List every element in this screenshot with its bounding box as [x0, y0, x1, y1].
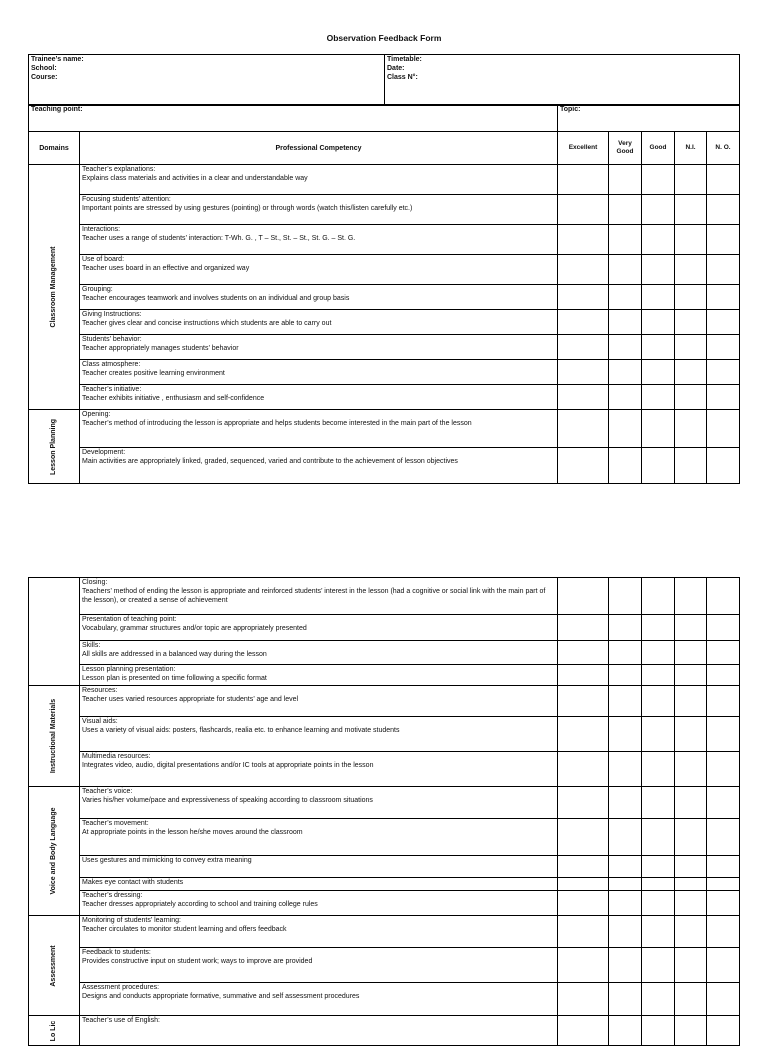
competency-cell	[80, 916, 558, 948]
domain-cell	[29, 787, 80, 916]
table-row	[29, 752, 740, 787]
rating-cell[interactable]	[707, 983, 740, 1016]
rating-cell[interactable]	[642, 717, 675, 752]
rating-cell[interactable]	[707, 360, 740, 385]
rating-cell[interactable]	[707, 1016, 740, 1046]
rating-cell[interactable]	[558, 641, 609, 665]
criterion-title: Development:	[82, 449, 126, 456]
rating-cell[interactable]	[675, 615, 707, 641]
rating-cell[interactable]	[675, 819, 707, 856]
criterion-title: Closing:	[82, 579, 108, 586]
rating-cell[interactable]	[707, 195, 740, 225]
table-row	[29, 665, 740, 686]
criterion-description: Uses a variety of visual aids: posters, flashcards, realia etc. to enhance learning and motivate students	[82, 727, 400, 734]
rating-cell[interactable]	[558, 665, 609, 686]
course-label: Course:	[31, 74, 58, 81]
domain-cell	[29, 1016, 80, 1046]
rating-cell[interactable]	[675, 165, 707, 195]
rating-cell[interactable]	[707, 819, 740, 856]
rating-cell[interactable]	[609, 615, 642, 641]
rating-cell[interactable]	[609, 916, 642, 948]
rating-cell[interactable]	[675, 385, 707, 410]
criterion-title: Use of board:	[82, 256, 125, 263]
rating-cell[interactable]	[675, 665, 707, 686]
rating-cell[interactable]	[642, 665, 675, 686]
criterion-description: Teacher uses varied resources appropriate for students’ age and level	[82, 696, 299, 703]
domain-label: Voice and Body Language	[50, 807, 57, 895]
criterion-description: Teacher circulates to monitor student learning and offers feedback	[82, 926, 287, 933]
rating-cell[interactable]	[707, 686, 740, 717]
rating-cell[interactable]	[609, 1016, 642, 1046]
rating-cell[interactable]	[609, 856, 642, 878]
criterion-title: Class atmosphere:	[82, 361, 141, 368]
rating-cell[interactable]	[609, 410, 642, 448]
timetable-info-cell[interactable]	[385, 55, 740, 106]
rating-cell[interactable]	[609, 310, 642, 335]
table-row	[29, 578, 740, 615]
rating-cell[interactable]	[642, 578, 675, 615]
rating-cell[interactable]	[558, 225, 609, 255]
competency-cell	[80, 856, 558, 878]
rating-cell[interactable]	[642, 891, 675, 916]
rating-cell[interactable]	[609, 225, 642, 255]
rating-cell[interactable]	[642, 255, 675, 285]
criterion-description: Teacher creates positive learning environment	[82, 370, 225, 377]
criterion-title: Teacher’s explanations:	[82, 166, 156, 173]
rating-cell[interactable]	[707, 578, 740, 615]
rating-cell[interactable]	[609, 641, 642, 665]
rating-cell[interactable]	[558, 787, 609, 819]
date-label: Date:	[387, 65, 405, 72]
teaching-point-label: Teaching point:	[31, 106, 83, 113]
rating-cell[interactable]	[642, 787, 675, 819]
competency-cell	[80, 665, 558, 686]
competency-cell	[80, 448, 558, 484]
domain-cell	[29, 916, 80, 1016]
rating-cell[interactable]	[609, 948, 642, 983]
rating-cell[interactable]	[675, 410, 707, 448]
competency-cell	[80, 410, 558, 448]
rating-cell[interactable]	[558, 615, 609, 641]
criterion-title: Assessment procedures:	[82, 984, 160, 991]
competency-cell	[80, 878, 558, 891]
rating-cell[interactable]	[707, 448, 740, 484]
rating-cell[interactable]	[675, 948, 707, 983]
criterion-description: Teachers’ method of ending the lesson is appropriate and reinforced students’ interest in the lesson (had a cognitive or social link with the main part of the lesson), or created a sense of achievement	[82, 588, 546, 604]
rating-cell[interactable]	[609, 255, 642, 285]
rating-cell[interactable]	[609, 983, 642, 1016]
rating-cell[interactable]	[707, 752, 740, 787]
domain-label: Classroom Management	[50, 246, 57, 328]
competency-cell	[80, 819, 558, 856]
rating-cell[interactable]	[675, 255, 707, 285]
topic-label: Topic:	[560, 106, 581, 113]
domains-header: Domains	[29, 132, 80, 165]
criterion-description: At appropriate points in the lesson he/she moves around the classroom	[82, 829, 303, 836]
criterion-title: Teacher’s initiative:	[82, 386, 142, 393]
criterion-title: Multimedia resources:	[82, 753, 151, 760]
criterion-title: Focusing students’ attention:	[82, 196, 171, 203]
competency-cell	[80, 578, 558, 615]
rating-cell[interactable]	[642, 165, 675, 195]
rating-cell[interactable]	[609, 665, 642, 686]
rating-header-3: N.I.	[675, 132, 707, 165]
competency-cell	[80, 285, 558, 310]
header-table	[28, 54, 740, 106]
criterion-title: Teacher’s movement:	[82, 820, 149, 827]
rating-header-1: Very Good	[609, 132, 642, 165]
rating-cell[interactable]	[675, 686, 707, 717]
table-row	[29, 225, 740, 255]
table-row	[29, 819, 740, 856]
criterion-description: Designs and conducts appropriate formative, summative and self assessment procedures	[82, 993, 360, 1000]
criterion-title: Resources:	[82, 687, 118, 694]
rating-cell[interactable]	[558, 385, 609, 410]
criterion-title: Feedback to students:	[82, 949, 151, 956]
table-row	[29, 948, 740, 983]
competency-cell	[80, 225, 558, 255]
competency-cell	[80, 983, 558, 1016]
rating-cell[interactable]	[675, 752, 707, 787]
rating-cell[interactable]	[707, 717, 740, 752]
rating-cell[interactable]	[642, 310, 675, 335]
domain-label: Lesson Planning	[50, 418, 57, 475]
competency-cell	[80, 787, 558, 819]
rating-cell[interactable]	[609, 448, 642, 484]
criterion-title: Presentation of teaching point:	[82, 616, 177, 623]
competency-cell	[80, 717, 558, 752]
rating-cell[interactable]	[642, 686, 675, 717]
rating-cell[interactable]	[558, 255, 609, 285]
rating-cell[interactable]	[675, 448, 707, 484]
rating-cell[interactable]	[642, 856, 675, 878]
rating-cell[interactable]	[642, 225, 675, 255]
rating-cell[interactable]	[707, 165, 740, 195]
criterion-description: Explains class materials and activities in a clear and understandable way	[82, 175, 308, 182]
rating-cell[interactable]	[609, 819, 642, 856]
criterion-title: Students’ behavior:	[82, 336, 142, 343]
rating-cell[interactable]	[558, 891, 609, 916]
rating-cell[interactable]	[558, 165, 609, 195]
table-row	[29, 787, 740, 819]
rating-cell[interactable]	[707, 615, 740, 641]
rating-cell[interactable]	[558, 717, 609, 752]
table-row	[29, 717, 740, 752]
rating-cell[interactable]	[707, 310, 740, 335]
rating-cell[interactable]	[707, 878, 740, 891]
rating-cell[interactable]	[558, 1016, 609, 1046]
table-row	[29, 615, 740, 641]
criterion-description: Vocabulary, grammar structures and/or topic are appropriately presented	[82, 625, 307, 632]
rating-cell[interactable]	[609, 787, 642, 819]
competency-cell	[80, 360, 558, 385]
criterion-description: Teacher exhibits initiative , enthusiasm and self-confidence	[82, 395, 265, 402]
domain-cell	[29, 578, 80, 686]
criterion-title: Lesson planning presentation:	[82, 666, 176, 673]
criterion-title: Makes eye contact with students	[82, 879, 184, 886]
rating-cell[interactable]	[707, 335, 740, 360]
rating-cell[interactable]	[558, 448, 609, 484]
domain-label: Assessment	[50, 944, 57, 987]
rating-cell[interactable]	[642, 1016, 675, 1046]
rating-cell[interactable]	[707, 385, 740, 410]
rating-cell[interactable]	[642, 752, 675, 787]
rating-cell[interactable]	[558, 686, 609, 717]
table-row	[29, 310, 740, 335]
rating-cell[interactable]	[675, 360, 707, 385]
rating-cell[interactable]	[558, 878, 609, 891]
topic-cell[interactable]	[558, 105, 740, 132]
competency-cell	[80, 335, 558, 360]
domain-cell	[29, 410, 80, 484]
rating-cell[interactable]	[707, 891, 740, 916]
table-row	[29, 686, 740, 717]
competency-cell	[80, 891, 558, 916]
table-row	[29, 916, 740, 948]
criterion-title: Interactions:	[82, 226, 121, 233]
rating-cell[interactable]	[558, 948, 609, 983]
rating-cell[interactable]	[558, 578, 609, 615]
table-row	[29, 360, 740, 385]
rating-cell[interactable]	[675, 856, 707, 878]
rating-header-0: Excellent	[558, 132, 609, 165]
rating-cell[interactable]	[609, 195, 642, 225]
table-row	[29, 448, 740, 484]
rating-cell[interactable]	[675, 225, 707, 255]
criterion-title: Teacher’s use of English:	[82, 1017, 160, 1024]
rating-cell[interactable]	[558, 335, 609, 360]
table-row	[29, 285, 740, 310]
table-row	[29, 335, 740, 360]
rating-cell[interactable]	[675, 717, 707, 752]
timetable-label: Timetable:	[387, 56, 422, 63]
rating-cell[interactable]	[642, 948, 675, 983]
rating-cell[interactable]	[642, 983, 675, 1016]
criterion-title: Teacher’s dressing:	[82, 892, 143, 899]
domain-cell	[29, 686, 80, 787]
competency-cell	[80, 165, 558, 195]
criterion-title: Monitoring of students’ learning:	[82, 917, 181, 924]
rating-cell[interactable]	[675, 1016, 707, 1046]
rating-cell[interactable]	[675, 641, 707, 665]
rating-cell[interactable]	[609, 285, 642, 310]
table-row	[29, 385, 740, 410]
criterion-description: All skills are addressed in a balanced way during the lesson	[82, 651, 267, 658]
domain-label: Lo Lic	[50, 1020, 57, 1041]
rating-cell[interactable]	[675, 578, 707, 615]
criterion-title: Teacher’s voice:	[82, 788, 133, 795]
rating-cell[interactable]	[675, 335, 707, 360]
competency-table-page2	[28, 577, 740, 1046]
rating-cell[interactable]	[558, 285, 609, 310]
rating-cell[interactable]	[609, 878, 642, 891]
rating-cell[interactable]	[642, 285, 675, 310]
rating-cell[interactable]	[642, 385, 675, 410]
trainee-name-label: Trainee’s name:	[31, 56, 84, 63]
competency-cell	[80, 1016, 558, 1046]
competency-cell	[80, 752, 558, 787]
competency-cell	[80, 385, 558, 410]
rating-cell[interactable]	[707, 225, 740, 255]
rating-cell[interactable]	[609, 165, 642, 195]
rating-cell[interactable]	[609, 578, 642, 615]
rating-header-2: Good	[642, 132, 675, 165]
criterion-description: Main activities are appropriately linked, graded, sequenced, varied and contribute to the achievement of lesson objectives	[82, 458, 458, 465]
rating-cell[interactable]	[642, 335, 675, 360]
criterion-description: Integrates video, audio, digital presentations and/or IC tools at appropriate points in the lesson	[82, 762, 374, 769]
domain-cell	[29, 165, 80, 410]
criterion-description: Lesson plan is presented on time following a specific format	[82, 675, 267, 682]
trainee-info-cell[interactable]	[29, 55, 385, 106]
competency-header: Professional Competency	[80, 132, 558, 165]
rating-cell[interactable]	[707, 255, 740, 285]
rating-cell[interactable]	[609, 891, 642, 916]
rating-cell[interactable]	[675, 285, 707, 310]
rating-cell[interactable]	[642, 410, 675, 448]
criterion-description: Varies his/her volume/pace and expressiveness of speaking according to classroom situations	[82, 797, 373, 804]
rating-cell[interactable]	[609, 717, 642, 752]
rating-cell[interactable]	[642, 448, 675, 484]
rating-cell[interactable]	[707, 856, 740, 878]
rating-cell[interactable]	[558, 752, 609, 787]
table-row	[29, 983, 740, 1016]
rating-cell[interactable]	[642, 641, 675, 665]
table-row	[29, 891, 740, 916]
criterion-description: Teacher uses board in an effective and organized way	[82, 265, 250, 272]
competency-table-page1	[28, 131, 740, 484]
rating-cell[interactable]	[558, 983, 609, 1016]
criterion-description: Teacher gives clear and concise instructions which students are able to carry out	[82, 320, 332, 327]
criterion-description: Important points are stressed by using gestures (pointing) or through words (watch this/listen carefully etc.)	[82, 205, 413, 212]
rating-cell[interactable]	[675, 878, 707, 891]
rating-header-4: N. O.	[707, 132, 740, 165]
rating-cell[interactable]	[642, 360, 675, 385]
rating-cell[interactable]	[707, 665, 740, 686]
rating-cell[interactable]	[707, 641, 740, 665]
form-title: Observation Feedback Form	[326, 33, 442, 43]
rating-cell[interactable]	[558, 819, 609, 856]
teaching-point-cell[interactable]	[29, 105, 558, 132]
rating-cell[interactable]	[642, 916, 675, 948]
criterion-description: Teacher appropriately manages students’ behavior	[82, 345, 239, 352]
rating-cell[interactable]	[609, 335, 642, 360]
table-row	[29, 165, 740, 195]
rating-cell[interactable]	[642, 615, 675, 641]
criterion-title: Giving Instructions:	[82, 311, 142, 318]
teaching-point-table	[28, 104, 740, 132]
rating-cell[interactable]	[707, 916, 740, 948]
criterion-title: Skills:	[82, 642, 101, 649]
rating-cell[interactable]	[707, 285, 740, 310]
rating-cell[interactable]	[558, 916, 609, 948]
criterion-description: Teacher dresses appropriately according to school and training college rules	[82, 901, 318, 908]
rating-cell[interactable]	[558, 410, 609, 448]
table-row	[29, 641, 740, 665]
competency-cell	[80, 615, 558, 641]
criterion-description: Provides constructive input on student work; ways to improve are provided	[82, 958, 313, 965]
rating-cell[interactable]	[675, 983, 707, 1016]
rating-cell[interactable]	[642, 819, 675, 856]
competency-cell	[80, 255, 558, 285]
rating-cell[interactable]	[558, 856, 609, 878]
criterion-title: Grouping:	[82, 286, 113, 293]
criterion-description: Teacher encourages teamwork and involves students on an individual and group basis	[82, 295, 350, 302]
rating-cell[interactable]	[675, 195, 707, 225]
rating-cell[interactable]	[609, 752, 642, 787]
rating-cell[interactable]	[675, 916, 707, 948]
table-row	[29, 1016, 740, 1046]
criterion-title: Visual aids:	[82, 718, 118, 725]
rating-cell[interactable]	[558, 310, 609, 335]
criterion-title: Uses gestures and mimicking to convey extra meaning	[82, 857, 252, 864]
criterion-title: Opening:	[82, 411, 111, 418]
rating-cell[interactable]	[675, 787, 707, 819]
rating-cell[interactable]	[609, 360, 642, 385]
table-row	[29, 255, 740, 285]
rating-cell[interactable]	[675, 310, 707, 335]
rating-cell[interactable]	[558, 360, 609, 385]
rating-cell[interactable]	[707, 948, 740, 983]
competency-cell	[80, 195, 558, 225]
criterion-description: Teacher uses a range of students’ interaction: T-Wh. G. , T – St., St. – St., St. G. – St. G.	[82, 235, 356, 242]
competency-cell	[80, 641, 558, 665]
domain-label: Instructional Materials	[50, 698, 57, 774]
rating-cell[interactable]	[707, 410, 740, 448]
rating-cell[interactable]	[609, 686, 642, 717]
rating-cell[interactable]	[707, 787, 740, 819]
class-number-label: Class N°:	[387, 74, 418, 81]
competency-cell	[80, 310, 558, 335]
table-row	[29, 195, 740, 225]
rating-cell[interactable]	[558, 195, 609, 225]
table-row	[29, 410, 740, 448]
competency-cell	[80, 948, 558, 983]
rating-cell[interactable]	[642, 195, 675, 225]
rating-cell[interactable]	[675, 891, 707, 916]
table-row	[29, 856, 740, 878]
rating-cell[interactable]	[642, 878, 675, 891]
table-row	[29, 878, 740, 891]
competency-cell	[80, 686, 558, 717]
school-label: School:	[31, 65, 57, 72]
rating-cell[interactable]	[609, 385, 642, 410]
criterion-description: Teacher’s method of introducing the lesson is appropriate and helps students become interested in the main part of the lesson	[82, 420, 472, 427]
column-header-row	[29, 132, 740, 165]
